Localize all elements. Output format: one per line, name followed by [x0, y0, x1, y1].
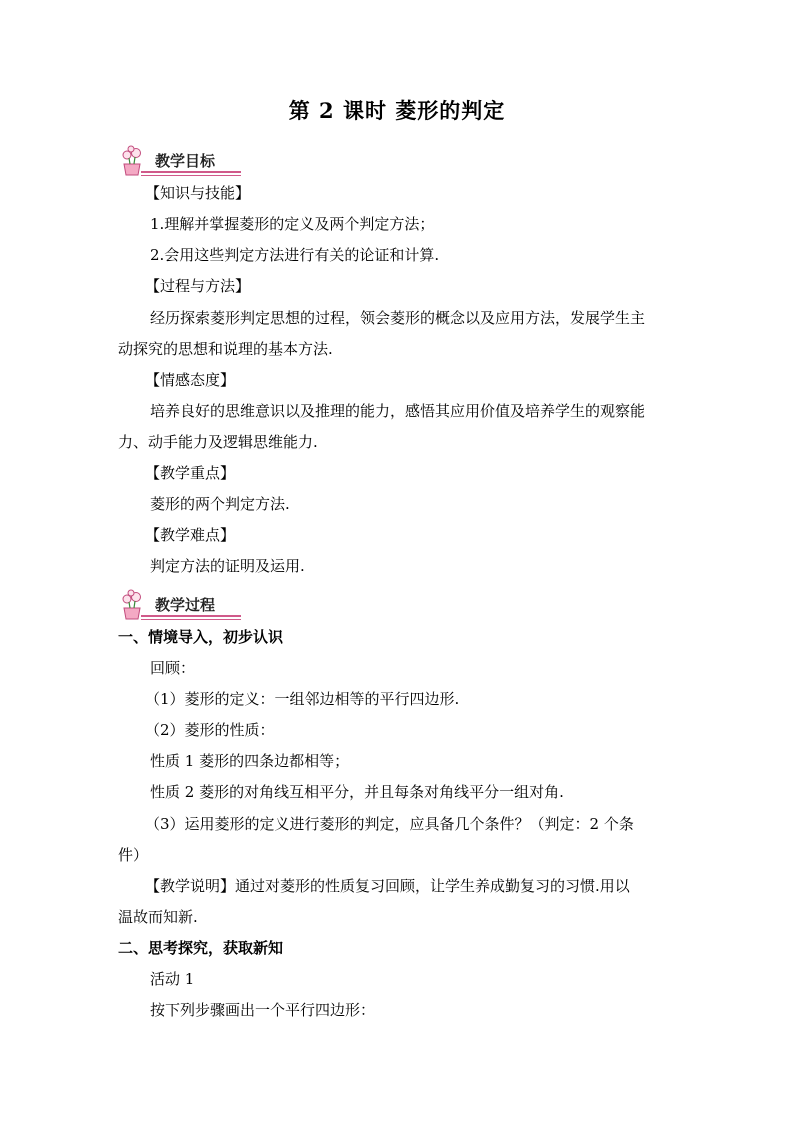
review-item-2: （2）菱形的性质： [145, 721, 275, 739]
property-2: 性质 2 菱形的对角线互相平分，并且每条对角线平分一组对角. [150, 783, 564, 801]
process-method-line-2: 动探究的思想和说理的基本方法. [118, 340, 333, 358]
banner-label-process: 教学过程 [155, 596, 216, 614]
activity-instruction: 按下列步骤画出一个平行四边形： [150, 1001, 376, 1019]
difficult-point-text: 判定方法的证明及运用. [150, 557, 305, 575]
key-point-header: 【教学重点】 [145, 464, 236, 482]
knowledge-header: 【知识与技能】 [145, 184, 251, 202]
process-method-line-1: 经历探索菱形判定思想的过程，领会菱形的概念以及应用方法，发展学生主 [150, 309, 646, 327]
page-title: 第 2 课时 菱形的判定 [288, 98, 506, 123]
review-item-3-line-2: 件） [118, 846, 149, 864]
activity-label: 活动 1 [150, 970, 195, 988]
section-heading-1: 一、情境导入，初步认识 [118, 628, 284, 646]
review-item-3-line-1: （3）运用菱形的定义进行菱形的判定，应具备几个条件？（判定：2 个条 [145, 815, 634, 833]
review-label: 回顾： [150, 659, 196, 677]
section-banner-objectives [117, 144, 241, 176]
banner-rule [141, 171, 241, 173]
review-item-1: （1）菱形的定义：一组邻边相等的平行四边形. [145, 690, 460, 708]
section-banner-process [117, 588, 241, 620]
emotion-header: 【情感态度】 [145, 371, 236, 389]
teaching-note-line-2: 温故而知新. [118, 908, 198, 926]
banner-rule [141, 615, 241, 617]
knowledge-item-1: 1.理解并掌握菱形的定义及两个判定方法； [150, 215, 435, 233]
knowledge-item-2: 2.会用这些判定方法进行有关的论证和计算. [150, 246, 440, 264]
emotion-line-1: 培养良好的思维意识以及推理的能力，感悟其应用价值及培养学生的观察能 [150, 402, 646, 420]
difficult-point-header: 【教学难点】 [145, 526, 236, 544]
section-heading-2: 二、思考探究，获取新知 [118, 939, 284, 957]
property-1: 性质 1 菱形的四条边都相等； [150, 752, 350, 770]
banner-rule [141, 175, 241, 176]
key-point-text: 菱形的两个判定方法. [150, 495, 290, 513]
teaching-note-line-1: 【教学说明】通过对菱形的性质复习回顾，让学生养成勤复习的习惯.用以 [145, 877, 630, 895]
emotion-line-2: 力、动手能力及逻辑思维能力. [118, 433, 318, 451]
process-method-header: 【过程与方法】 [145, 277, 251, 295]
banner-rule [141, 619, 241, 620]
banner-label-objectives: 教学目标 [155, 152, 216, 170]
